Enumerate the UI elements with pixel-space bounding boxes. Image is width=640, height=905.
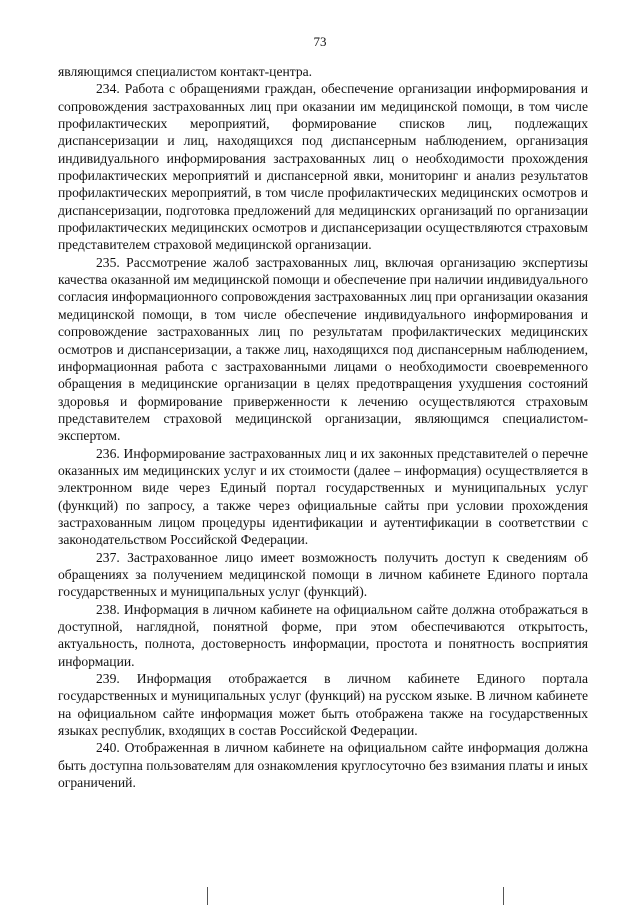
paragraph-240: 240. Отображенная в личном кабинете на официальном сайте информация должна быть доступна пользователям для ознакомления круглосуточно без взимания платы и иных ограничений. bbox=[58, 740, 588, 791]
paragraph-238: 238. Информация в личном кабинете на официальном сайте должна отображаться в доступной, наглядной, понятной форме, при этом обеспечиваются открытость, актуальность, полнота, достоверность информации, простота и понятность восприятия информации. bbox=[58, 601, 588, 669]
paragraph-239: 239. Информация отображается в личном кабинете Единого портала государственных и муниципальных услуг (функций) на русском языке. В личном кабинете на официальном сайте информация может быть отображена также на государственных языках республик, входящих в состав Российской Федерации. bbox=[58, 671, 588, 739]
paragraph-236: 236. Информирование застрахованных лиц и их законных представителей о перечне оказанных им медицинских услуг и их стоимости (далее – информация) осуществляется в электронном виде через Единый портал государственных и муниципальных услуг (функций) по запросу, а также через официальные сайты при условии прохождения застрахованным лицом процедуры идентификации и аутентификации в соответствии с законодательством Российской Федерации. bbox=[58, 445, 588, 548]
paragraph-237: 237. Застрахованное лицо имеет возможность получить доступ к сведениям об обращениях за получением медицинской помощи в личном кабинете Единого портала государственных и муниципальных услуг (функций). bbox=[58, 549, 588, 600]
scan-edge-mark-right bbox=[503, 887, 504, 905]
scan-edge-mark-left bbox=[207, 887, 208, 905]
paragraph-continuation: являющимся специалистом контакт-центра. bbox=[58, 64, 313, 79]
document-body bbox=[58, 63, 588, 791]
page-number: 73 bbox=[313, 34, 327, 49]
paragraph-235: 235. Рассмотрение жалоб застрахованных лиц, включая организацию экспертизы качества оказанной им медицинской помощи и обеспечение при наличии индивидуального согласия информационного сопровождения застрахованных лиц при организации оказания медицинской помощи, в том числе обеспечение индивидуального информирования и сопровождение застрахованных лиц по результатам профилактических медицинских осмотров и диспансеризации, а также лиц, находящихся под диспансерным наблюдением, информационная работа с застрахованными лицами о необходимости своевременного обращения в медицинские организации в целях предотвращения ухудшения состояний здоровья и формирование приверженности к лечению осуществляются страховым представителем страховой медицинской организации, являющимся специалистом-экспертом. bbox=[58, 254, 588, 444]
paragraph-234: 234. Работа с обращениями граждан, обеспечение организации информирования и сопровождения застрахованных лиц при оказании им медицинской помощи, в том числе профилактических мероприятий, формирование списков лиц, подлежащих диспансеризации и лиц, находящихся под диспансерным наблюдением, организация индивидуального информирования застрахованных лиц о необходимости прохождения профилактических мероприятий и диспансерной явки, мониторинг и анализ результатов профилактических мероприятий, в том числе профилактических медицинских осмотров и диспансеризации, подготовка предложений для медицинских организаций по организации профилактических медицинских осмотров и диспансеризации осуществляются страховым представителем страховой медицинской организации. bbox=[58, 81, 588, 253]
